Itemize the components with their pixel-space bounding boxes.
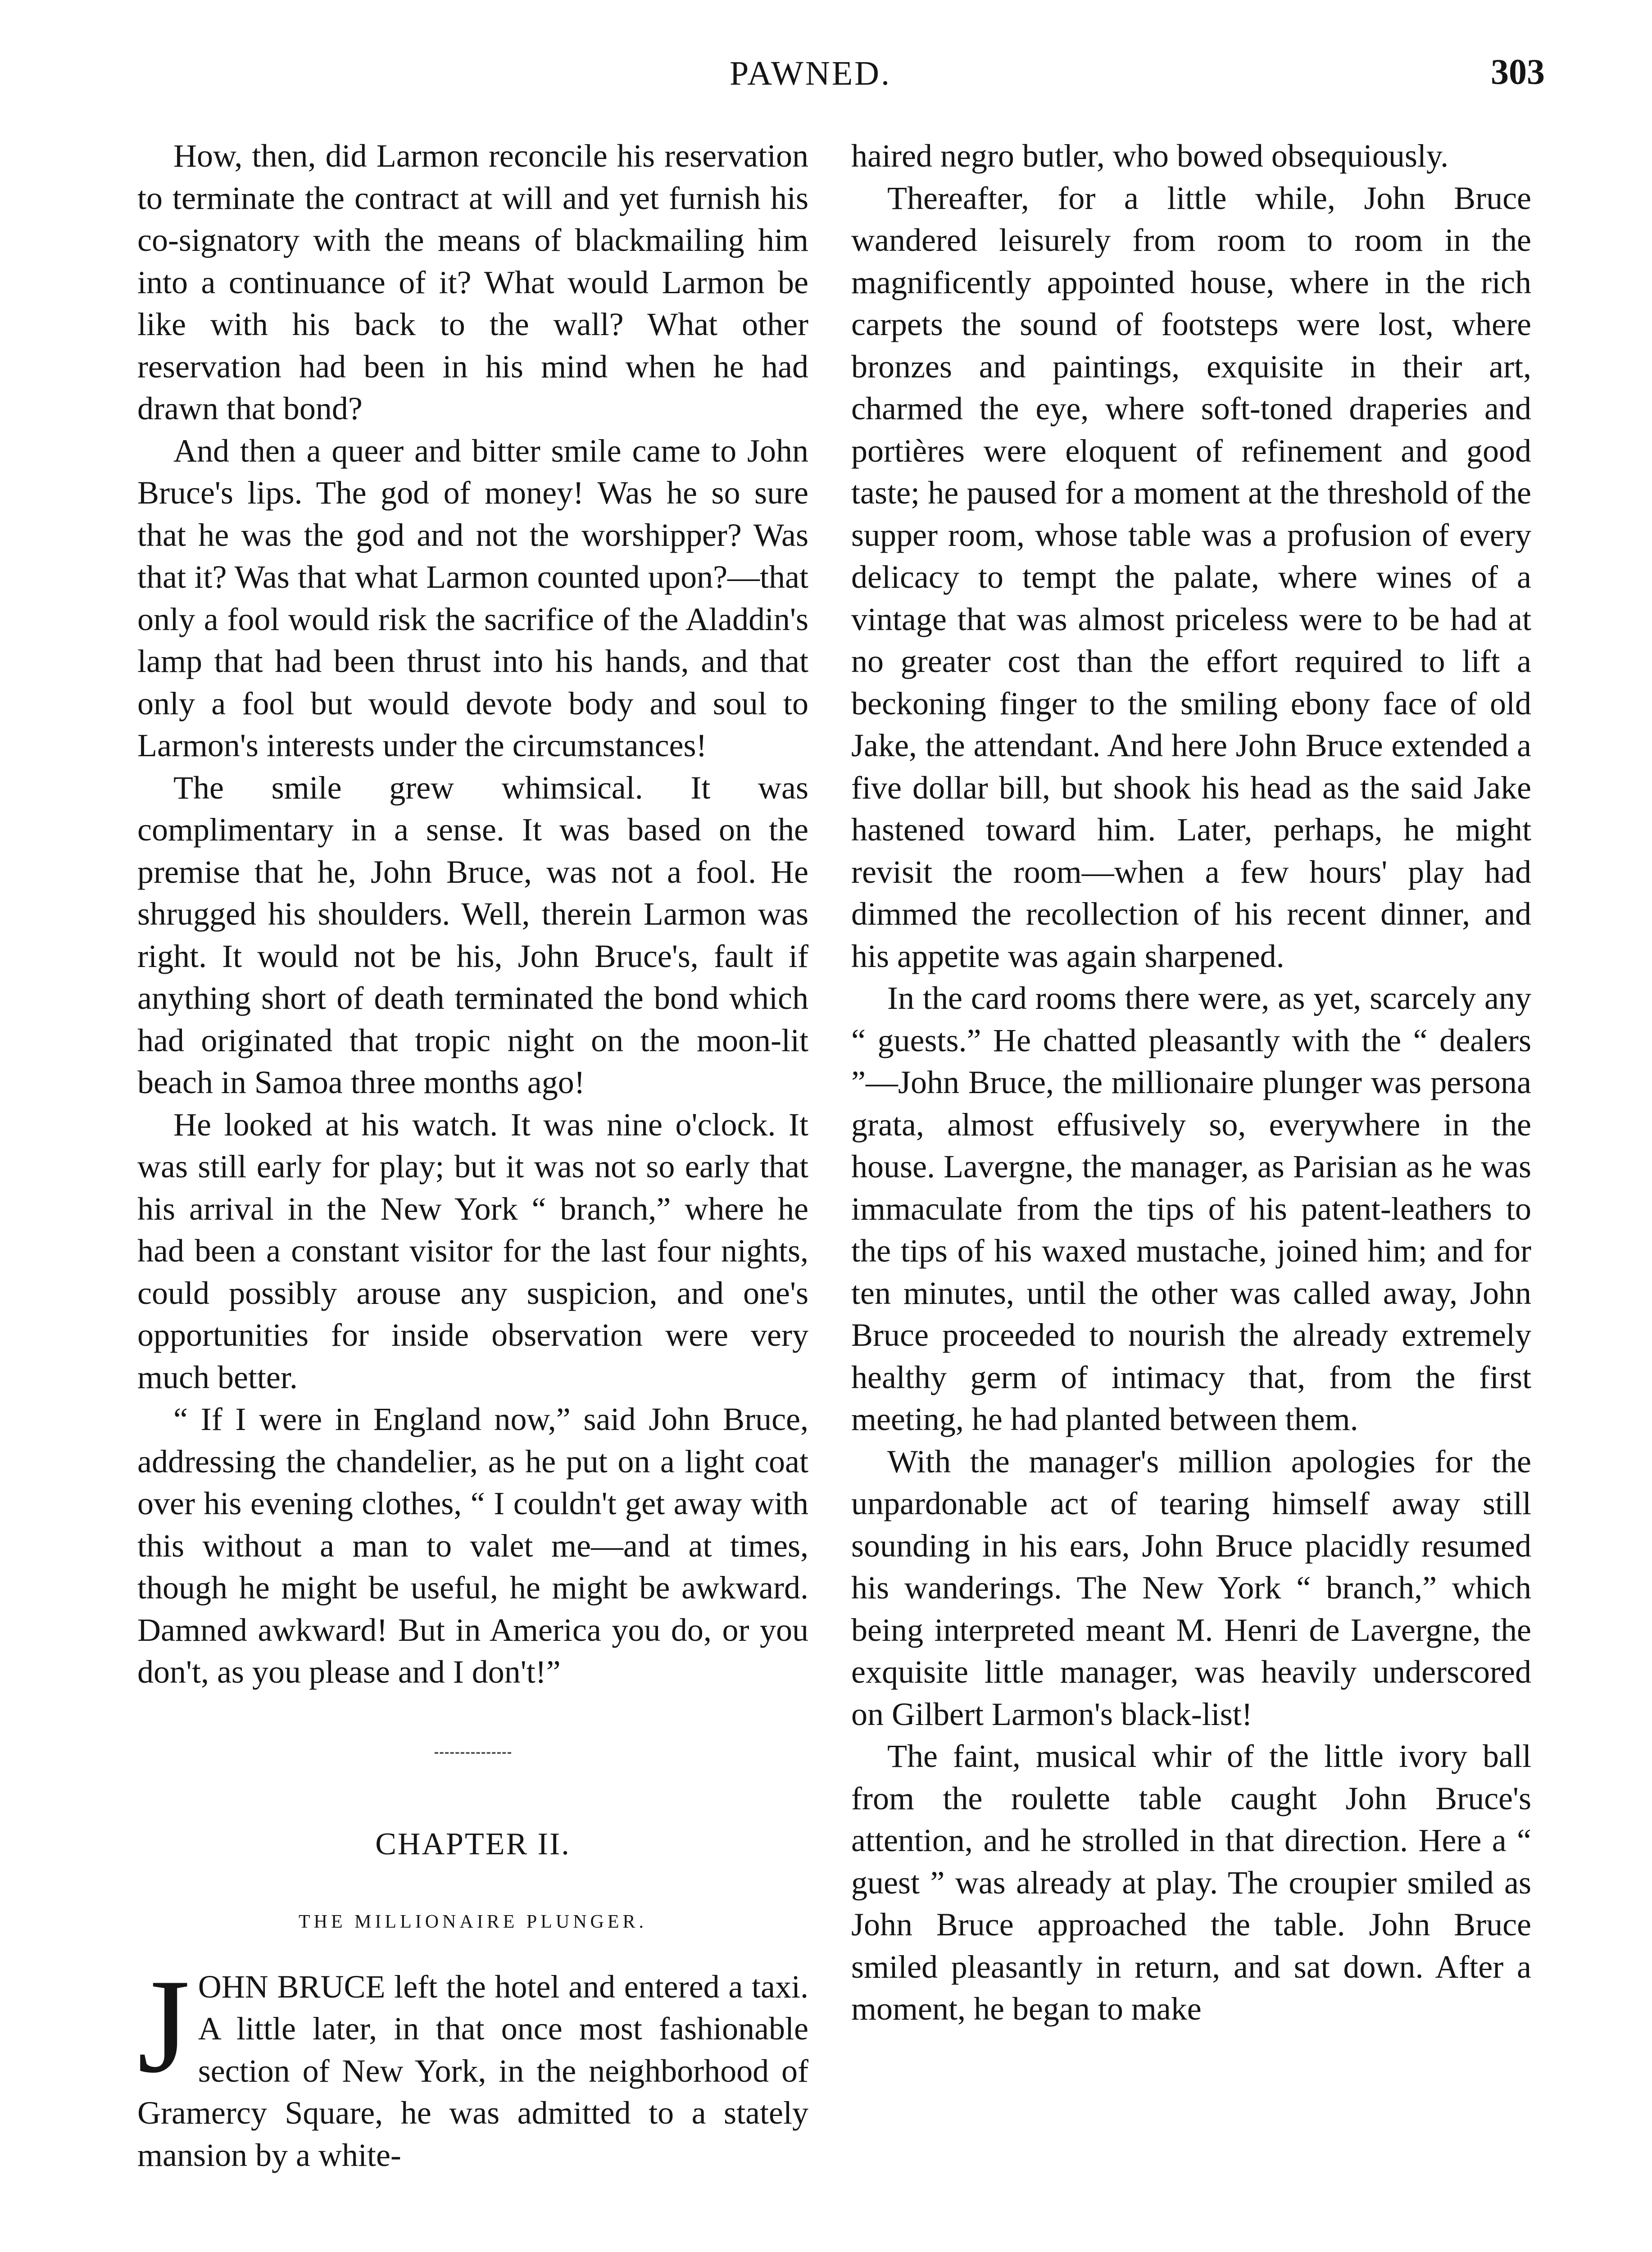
page-header <box>0 0 1652 117</box>
left-column <box>137 135 808 2176</box>
paragraph: How, then, did Larmon reconcile his reservation to terminate the contract at will and yet furnish his co-signatory with the means of blackmailing him into a continuance of it? What would Larmon be like with his back to the wall? What other reservation had been in his mind when he had drawn that bond? <box>137 138 808 427</box>
paragraph: With the manager's million apologies for the unpardonable act of tearing himself away still sounding in his ears, John Bruce placidly resumed his wanderings. The New York “ branch,” which being interpreted meant M. Henri de Lavergne, the exquisite little manager, was heavily underscored on Gilbert Larmon's black-list! <box>851 1443 1531 1732</box>
drop-cap: J <box>137 1951 190 2101</box>
opening-smallcaps: OHN BRUCE <box>198 1968 386 2005</box>
section-divider <box>435 1752 511 1756</box>
paragraph: haired negro butler, who bowed obsequiously. <box>851 138 1449 174</box>
paragraph: The smile grew whimsical. It was complimentary in a sense. It was based on the premise that he, John Bruce, was not a fool. He shrugged his shoulders. Well, therein Larmon was right. It would not be his, John Bruce's, fault if anything short of death terminated the bond which had originated that tropic night on the moon-lit beach in Samoa three months ago! <box>137 769 808 1100</box>
right-column <box>851 135 1531 2030</box>
paragraph: “ If I were in England now,” said John Bruce, addressing the chandelier, as he put on a light coat over his evening clothes, “ I couldn't get away with this without a man to valet me—and at times, though he might be useful, he might be awkward. Damned awkward! But in America you do, or you don't, as you please and I don't!” <box>137 1401 808 1690</box>
page-number: 303 <box>1491 52 1545 92</box>
chapter-title: CHAPTER II. <box>375 1826 571 1862</box>
paragraph: The faint, musical whir of the little ivory ball from the roulette table caught John Bruce's attention, and he strolled in that direction. Here a “ guest ” was already at play. The croupier smiled as John Bruce approached the table. John Bruce smiled pleasantly in return, and sat down. After a moment, he began to make <box>851 1738 1531 2027</box>
paragraph: And then a queer and bitter smile came to John Bruce's lips. The god of money! Was he so sure that he was the god and not the worshipper? Was that it? Was that what Larmon counted upon?—that only a fool would risk the sacrifice of the Aladdin's lamp that had been thrust into his hands, and that only a fool but would devote body and soul to Larmon's interests under the circumstances! <box>137 432 808 763</box>
chapter-opening-paragraph <box>137 1951 808 2177</box>
paragraph: Thereafter, for a little while, John Bruce wandered leisurely from room to room in the magnificently appointed house, where in the rich carpets the sound of footsteps were lost, where bronzes and paintings, exquisite in their art, charmed the eye, where soft-toned draperies and portières were eloquent of refinement and good taste; he paused for a moment at the threshold of the supper room, whose table was a profusion of every delicacy to tempt the palate, where wines of a vintage that was almost priceless were to be had at no greater cost than the effort required to lift a beckoning finger to the smiling ebony face of old Jake, the attendant. And here John Bruce extended a five dollar bill, but shook his head as the said Jake hastened toward him. Later, perhaps, he might revisit the room—when a few hours' play had dimmed the recollection of his recent dinner, and his appetite was again sharpened. <box>851 180 1531 974</box>
paragraph: In the card rooms there were, as yet, scarcely any “ guests.” He chatted pleasantly with the “ dealers ”—John Bruce, the millionaire plunger was persona grata, almost effusively so, everywhere in the house. Lavergne, the manager, as Parisian as he was immaculate from the tips of his patent-leathers to the tips of his waxed mustache, joined him; and for ten minutes, until the other was called away, John Bruce proceeded to nourish the already extremely healthy germ of intimacy that, from the first meeting, he had planted between them. <box>851 980 1531 1437</box>
running-head: PAWNED. <box>730 54 892 92</box>
chapter-subtitle: THE MILLIONAIRE PLUNGER. <box>298 1911 648 1932</box>
paragraph: He looked at his watch. It was nine o'clock. It was still early for play; but it was not so early that his arrival in the New York “ branch,” where he had been a constant visitor for the last four nights, could possibly arouse any suspicion, and one's opportunities for inside observation were very much better. <box>137 1106 808 1395</box>
paragraph-text: left the hotel and entered a taxi. A little later, in that once most fashionable section of New York, in the neighborhood of Gramercy Square, he was admitted to a stately mansion by a white- <box>137 1968 808 2173</box>
